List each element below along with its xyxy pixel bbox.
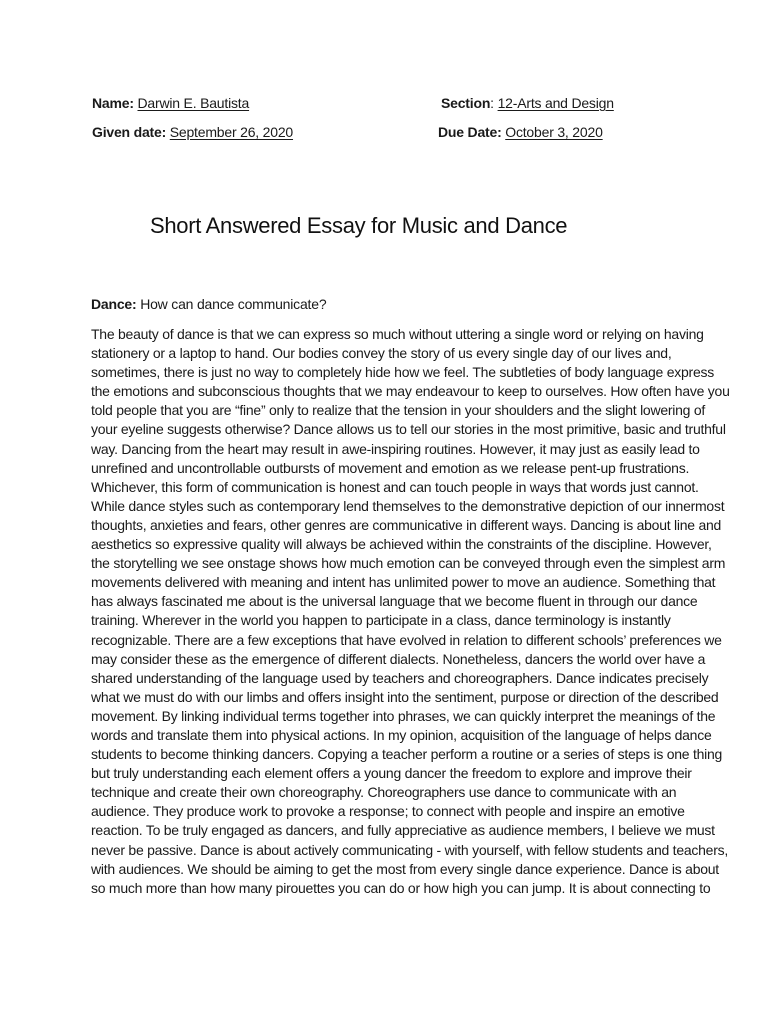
essay-line: with audiences. We should be aiming to get the most from every single dance experience. Dance is about (91, 860, 719, 877)
essay-line: Whichever, this form of communication is honest and can touch people in ways that words just cannot. (91, 478, 699, 495)
given-date-field (92, 124, 293, 140)
essay-line: The beauty of dance is that we can express so much without uttering a single word or relying on having (91, 326, 704, 342)
essay-line: aesthetics so expressive quality will always be achieved within the constraints of the discipline. However, (91, 536, 712, 553)
essay-line: may consider these as the emergence of different dialects. Nonetheless, dancers the world over have a (91, 650, 706, 667)
essay-line: never be passive. Dance is about actively communicating - with yourself, with fellow students and teachers, (91, 841, 729, 858)
essay-body (91, 325, 730, 898)
essay-line: your eyeline suggests otherwise? Dance allows us to tell our stories in the most primitive, basic and truthful (91, 421, 726, 438)
essay-line: technique and create their own choreography. Choreographers use dance to communicate with an (91, 784, 677, 801)
essay-line: the emotions and subconscious thoughts that we may endeavour to keep to ourselves. How often have you (91, 383, 730, 400)
essay-question (91, 296, 326, 312)
essay-line: what we must do with our limbs and offers insight into the sentiment, purpose or direction of the described (91, 688, 719, 705)
essay-line: but truly understanding each element offers a young dancer the freedom to explore and improve their (91, 765, 692, 782)
essay-line: training. Wherever in the world you happen to participate in a class, dance terminology is instantly (91, 612, 671, 629)
essay-line: students to become thinking dancers. Copying a teacher perform a routine or a series of steps is one thing (91, 746, 723, 763)
essay-line: unrefined and uncontrollable outbursts of movement and emotion as we release pent-up frustrations. (91, 459, 690, 476)
name-label: Name: (92, 95, 134, 111)
essay-line: thoughts, anxieties and fears, other genres are communicative in different ways. Dancing is about line and (91, 516, 722, 533)
essay-line: has always fascinated me about is the universal language that we become fluent in through our dance (91, 593, 698, 610)
essay-line: shared understanding of the language used by teachers and choreographers. Dance indicates precisely (91, 669, 709, 686)
essay-line: movements delivered with meaning and intent has unlimited power to move an audience. Something that (91, 574, 716, 591)
essay-line: audience. They produce work to provoke a response; to connect with people and inspire an emotive (91, 803, 685, 820)
section-field (441, 95, 614, 111)
essay-line: movement. By linking individual terms together into phrases, we can quickly interpret the meanings of the (91, 707, 716, 724)
due-date-value: October 3, 2020 (505, 124, 603, 140)
given-date-value: September 26, 2020 (169, 124, 294, 140)
due-date-label: Due Date: (438, 124, 502, 140)
name-field (92, 95, 249, 111)
given-date-label: Given date: (92, 124, 167, 140)
due-date-field (438, 124, 603, 140)
essay-line: the storytelling we see onstage shows how much emotion can be conveyed through even the simplest arm (91, 555, 726, 572)
essay-title: Short Answered Essay for Music and Dance (150, 213, 568, 238)
essay-line: recognizable. There are a few exceptions that have evolved in relation to different schools’ preferences we (91, 631, 722, 648)
essay-line: told people that you are “fine” only to realize that the tension in your shoulders and the slight lowering of (91, 402, 706, 419)
essay-line: so much more than how many pirouettes you can do or how high you can jump. It is about connecting to (91, 879, 711, 896)
essay-line: While dance styles such as contemporary lend themselves to the demonstrative depiction of our innermost (91, 497, 725, 514)
essay-line: words and translate them into physical actions. In my opinion, acquisition of the language of helps dance (91, 726, 712, 743)
section-separator: : (490, 95, 494, 111)
question-label: Dance: (91, 296, 137, 312)
essay-line: way. Dancing from the heart may result in awe-inspiring routines. However, it may just as easily lead to (91, 440, 700, 457)
section-label: Section (441, 95, 491, 111)
essay-line: stationery or a laptop to hand. Our bodies convey the story of us every single day of our lives and, (91, 345, 672, 362)
essay-line: sometimes, there is just no way to completely hide how we feel. The subtleties of body language express (91, 364, 715, 381)
question-text: How can dance communicate? (140, 296, 327, 312)
name-value: Darwin E. Bautista (137, 95, 250, 111)
essay-line: reaction. To be truly engaged as dancers, and fully appreciative as audience members, I believe we must (91, 822, 715, 839)
section-value: 12-Arts and Design (497, 95, 614, 111)
